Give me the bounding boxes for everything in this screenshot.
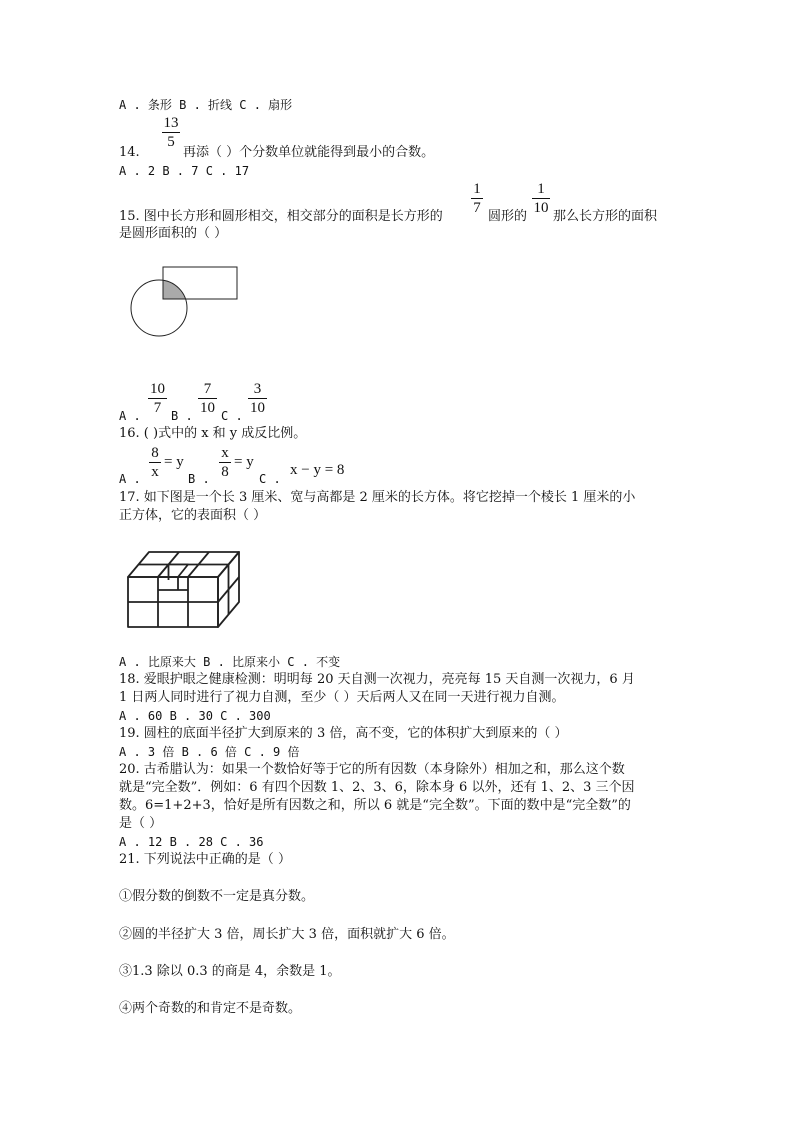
q16-option-b-numerator: x (221, 445, 229, 461)
q16-option-a-label: A . (119, 472, 141, 486)
q15-circle (131, 280, 187, 336)
q14-text: 再添（ ）个分数单位就能得到最小的合数。 (183, 145, 435, 160)
q20-line4: 是（ ） (119, 816, 163, 831)
q16-option-a-fraction (149, 445, 161, 480)
q15-option-c-numerator: 3 (253, 381, 262, 397)
q15-option-a-label: A . (119, 409, 141, 423)
q15-text-b: 圆形的 (488, 209, 528, 224)
q16-option-c-expr: x − y = 8 (290, 462, 345, 478)
q14-fraction (162, 115, 180, 150)
q15-option-b-denominator: 10 (200, 400, 215, 416)
q19-line1: 19. 圆柱的底面半径扩大到原来的 3 倍，高不变，它的体积扩大到原来的（ ） (119, 726, 568, 741)
q15-figure (128, 262, 243, 340)
q15-option-c-label: C . (221, 409, 243, 423)
q14-number: 14. (119, 145, 140, 160)
q19-options: A . 3 倍 B . 6 倍 C . 9 倍 (119, 745, 300, 759)
q20-line2: 就是“完全数”．例如：6 有四个因数 1、2、3、6，除本身 6 以外，还有 1、2、3 三个因 (119, 780, 635, 795)
q16-option-a-numerator: 8 (151, 445, 159, 461)
q15-option-c-fraction (248, 381, 267, 416)
q16-option-b-fraction (219, 445, 231, 480)
q16-option-b-rest: = y (234, 454, 254, 470)
q14-fraction-numerator: 13 (163, 115, 179, 131)
q15-fraction-2 (532, 181, 550, 216)
q15-fraction-2-numerator: 1 (537, 181, 545, 197)
q21-statement-2: ②圆的半径扩大 3 倍，周长扩大 3 倍，面积就扩大 6 倍。 (119, 927, 455, 942)
q16-text: 16. ( )式中的 x 和 y 成反比例。 (119, 426, 307, 441)
q17-options: A . 比原来大 B . 比原来小 C . 不变 (119, 655, 341, 669)
q16-option-b-denominator: 8 (221, 464, 229, 480)
q21-line1: 21. 下列说法中正确的是（ ） (119, 852, 291, 867)
q15-option-a-numerator: 10 (150, 381, 165, 397)
q17-line2: 正方体，它的表面积（ ） (119, 508, 267, 523)
q15-option-b-numerator: 7 (203, 381, 212, 397)
q21-statement-1: ①假分数的倒数不一定是真分数。 (119, 889, 315, 904)
q14-fraction-denominator: 5 (167, 134, 175, 150)
q17-line1: 17. 如下图是一个长 3 厘米、宽与高都是 2 厘米的长方体。将它挖掉一个棱长 1 厘米的小 (119, 490, 636, 505)
q15-fraction-1-numerator: 1 (473, 181, 481, 197)
q15-option-a-fraction (148, 381, 167, 416)
q15-fraction-2-denominator: 10 (533, 200, 549, 216)
q15-text-line2: 是圆形面积的（ ） (119, 226, 228, 241)
q15-text-c: 那么长方形的面积 (553, 209, 658, 224)
q16-option-a-rest: = y (164, 454, 184, 470)
q14-options: A . 2 B . 7 C . 17 (119, 164, 250, 178)
q15-option-b-fraction (198, 381, 217, 416)
q15-option-c-denominator: 10 (250, 400, 265, 416)
q18-options: A . 60 B . 30 C . 300 (119, 709, 271, 723)
q15-fraction-1 (471, 181, 483, 216)
q21-statement-4: ④两个奇数的和肯定不是奇数。 (119, 1001, 302, 1016)
q18-line2: 1 日两人同时进行了视力自测，至少（ ）天后两人又在同一天进行视力自测。 (119, 690, 565, 705)
q15-fraction-1-denominator: 7 (473, 200, 481, 216)
q15-text-a: 15. 图中长方形和圆形相交，相交部分的面积是长方形的 (119, 209, 443, 224)
q20-line3: 数。6=1+2+3，恰好是所有因数之和，所以 6 就是“完全数”。下面的数中是“完全数”的 (119, 798, 631, 813)
q15-option-a-denominator: 7 (153, 400, 162, 416)
q17-cuboid-figure (122, 546, 244, 634)
q20-line1: 20. 古希腊认为：如果一个数恰好等于它的所有因数（本身除外）相加之和，那么这个数 (119, 762, 625, 777)
q16-option-b-label: B . (188, 472, 210, 486)
q21-statement-3: ③1.3 除以 0.3 的商是 4，余数是 1。 (119, 964, 341, 979)
q16-option-c-label: C . (259, 472, 281, 486)
q13-options: A . 条形 B . 折线 C . 扇形 (119, 98, 293, 112)
q15-option-b-label: B . (171, 409, 193, 423)
q18-line1: 18. 爱眼护眼之健康检测：明明每 20 天自测一次视力，亮亮每 15 天自测一次视力，6 月 (119, 672, 635, 687)
q20-options: A . 12 B . 28 C . 36 (119, 835, 264, 849)
q16-option-a-denominator: x (151, 464, 159, 480)
